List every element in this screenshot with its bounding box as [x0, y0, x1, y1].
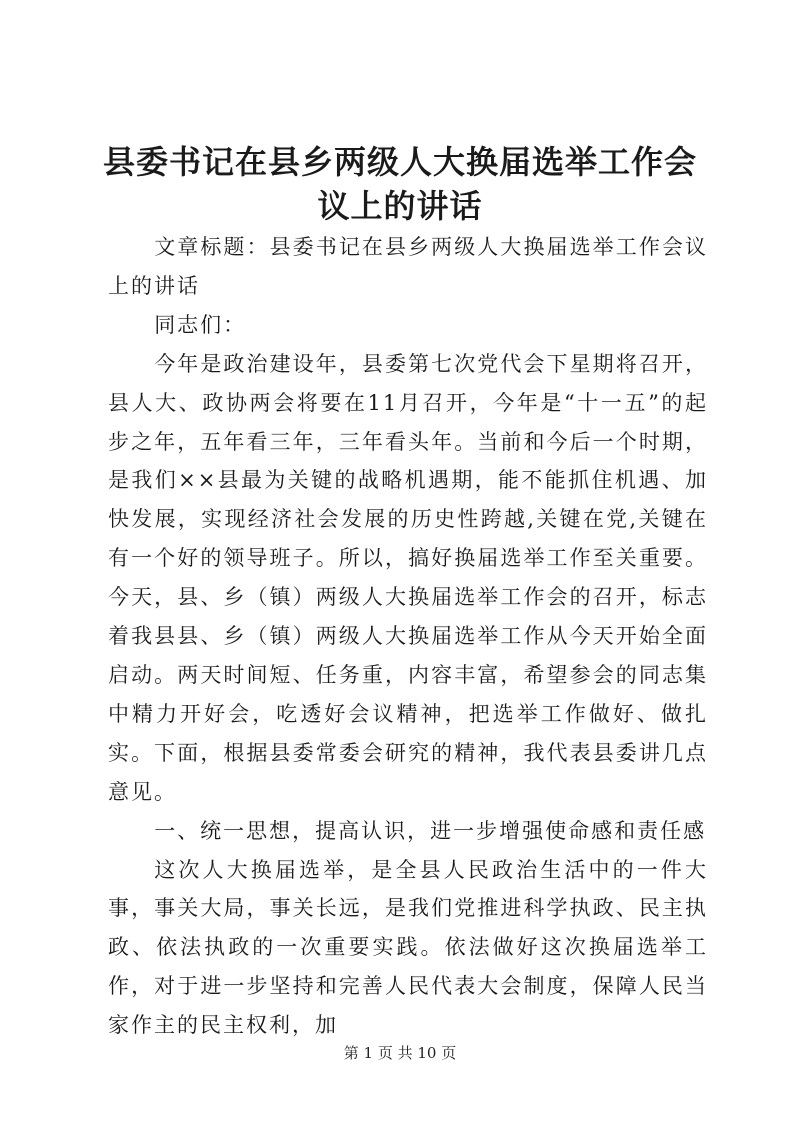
document-body: [108, 228, 708, 1045]
section-heading: 一、统一思想，提高认识，进一步增强使命感和责任感: [154, 818, 707, 843]
body-paragraph: 今年是政治建设年，县委第七次党代会下星期将召开，县人大、政协两会将要在11月召开，今年是“十一五”的起步之年，五年看三年，三年看头年。当前和今后一个时期，是我们××县最为关键的战略机遇期，能不能抓住机遇、加快发展，实现经济社会发展的历史性跨越,关键在党,关键在有一个好的领导班子。所以，搞好换届选举工作至关重要。今天，县、乡（镇）两级人大换届选举工作会的召开，标志着我县县、乡（镇）两级人大换届选举工作从今天开始全面启动。两天时间短、任务重，内容丰富，希望参会的同志集中精力开好会，吃透好会议精神，把选举工作做好、做扎实。下面，根据县委常委会研究的精神，我代表县委讲几点意见。: [108, 351, 708, 804]
body-paragraph: 这次人大换届选举，是全县人民政治生活中的一件大事，事关大局，事关长远，是我们党推进科学执政、民主执政、依法执政的一次重要实践。依法做好这次换届选举工作，对于进一步坚持和完善人民代表大会制度，保障人民当家作主的民主权利，加: [108, 857, 708, 1038]
article-title-line: 文章标题：县委书记在县乡两级人大换届选举工作会议上的讲话: [108, 235, 708, 298]
page-number-footer: 第 1 页 共 10 页: [343, 1044, 457, 1062]
document-title: 县委书记在县乡两级人大换届选举工作会议上的讲话: [102, 143, 697, 225]
salutation: 同志们：: [154, 312, 247, 337]
